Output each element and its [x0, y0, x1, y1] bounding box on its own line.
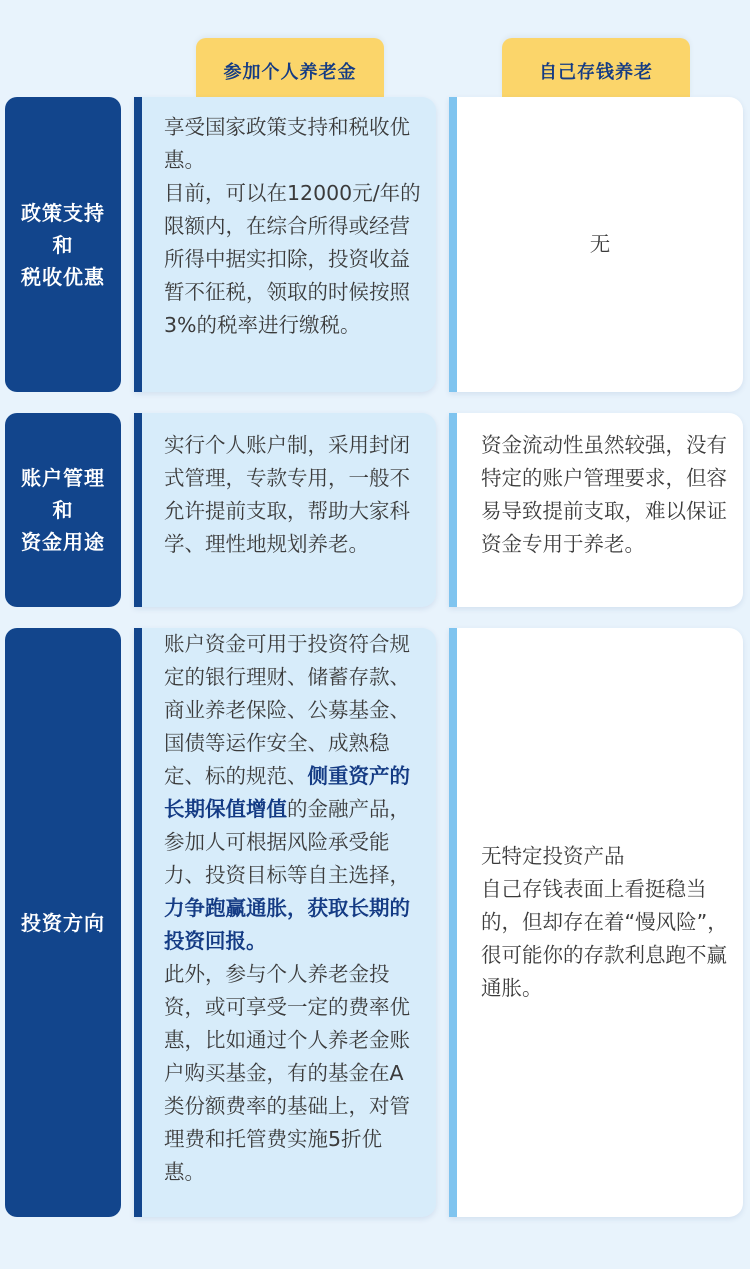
- self-investment-cell: [449, 628, 743, 1217]
- row-label-investment-text: 投资方向: [21, 910, 105, 935]
- row-label-policy: [5, 97, 121, 392]
- header-pension-label: 参加个人养老金: [223, 62, 357, 83]
- pension-policy-p2: 目前，可以在12000元/年的限额内，在综合所得或经营所得中据实扣除，投资收益暂不征税，领取的时候按照3%的税率进行缴税。: [164, 181, 421, 337]
- header-tab-self-saving: [502, 38, 690, 98]
- pension-investment-p1: [164, 628, 422, 958]
- pension-investment-highlight-1: 侧重资产的长期保值增值: [164, 764, 410, 821]
- self-investment-text: 自己存钱表面上看挺稳当的，但却存在着“慢风险”，很可能你的存款利息跑不赢通胀。: [481, 877, 728, 1000]
- row-label-investment: [5, 628, 121, 1217]
- row-label-account: [5, 413, 121, 607]
- self-account-cell: [449, 413, 743, 607]
- row-label-account-text: 账户管理 和 资金用途: [21, 466, 105, 554]
- pension-investment-cell: [134, 628, 436, 1217]
- pension-account-cell: [134, 413, 436, 607]
- row-label-policy-text: 政策支持 和 税收优惠: [21, 200, 105, 289]
- pension-policy-cell: [134, 97, 436, 392]
- pension-investment-p1a: 账户资金可用于投资符合规定的银行理财、储蓄存款、商业养老保险、公募基金、国债等运作安全、成熟稳定、标的规范、: [164, 632, 410, 788]
- self-policy-text: 无: [589, 232, 611, 256]
- pension-investment-highlight-2: 力争跑赢通胀，获取长期的投资回报。: [164, 896, 410, 953]
- header-self-saving-label: 自己存钱养老: [539, 62, 653, 83]
- self-account-text: 资金流动性虽然较强，没有特定的账户管理要求，但容易导致提前支取，难以保证资金专用于养老。: [481, 433, 727, 556]
- pension-policy-p1: 享受国家政策支持和税收优惠。: [164, 115, 410, 172]
- pension-investment-p1c: 的金融产品，参加人可根据风险承受能力、投资目标等自主选择，: [164, 797, 410, 887]
- pension-investment-p2: 此外，参与个人养老金投资，或可享受一定的费率优惠，比如通过个人养老金账户购买基金，有的基金在A类份额费率的基础上，对管理费和托管费实施5折优惠。: [164, 962, 410, 1184]
- self-policy-cell: [449, 97, 743, 392]
- header-tab-pension: [196, 38, 384, 98]
- pension-account-p1: 实行个人账户制，采用封闭式管理，专款专用，一般不允许提前支取，帮助大家科学、理性地规划养老。: [164, 433, 410, 556]
- self-investment-title: 无特定投资产品: [481, 844, 625, 868]
